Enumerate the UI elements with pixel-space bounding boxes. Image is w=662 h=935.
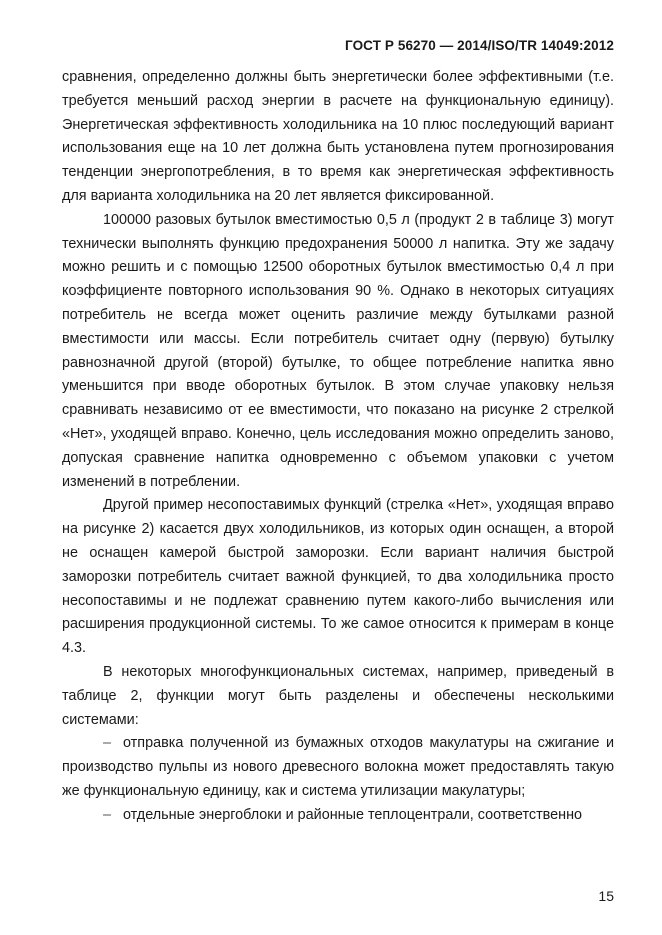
paragraph-refrigerators: Другой пример несопоставимых функций (стрелка «Нет», уходящая вправо на рисунке 2) касается двух холодильников, из которых один оснащен, а второй не оснащен камерой быстрой заморозки. Если вариант наличия быстрой заморозки потребитель считает важной функцией, то два холодильника просто несопоставимы и не подлежат сравнению путем какого-либо вычисления или расширения продукционной системы. То же самое относится к примерам в конце 4.3. — [62, 497, 614, 657]
paragraph-continuation: сравнения, определенно должны быть энергетически более эффективными (т.е. требуется меньший расход энергии в расчете на функциональную единицу). Энергетическая эффективность холодильника на 10 плюс последующий вариант использования еще на 10 лет должна быть установлена путем прогнозирования тенденции энергопотребления, в то время как энергетическая эффективность для варианта холодильника на 20 лет является фиксированной. — [62, 69, 614, 204]
list-item-text: отдельные энергоблоки и районные теплоцентрали, соответственно — [123, 806, 583, 823]
list-item — [62, 804, 614, 828]
page-number: 15 — [598, 888, 614, 904]
standard-header: ГОСТ Р 56270 — 2014/ISO/TR 14049:2012 — [345, 38, 614, 53]
body-text — [62, 66, 614, 828]
list-item-text: отправка полученной из бумажных отходов макулатуры на сжигание и производство пульпы из нового древесного волокна может предоставлять такую же функциональную единицу, как и система утилизации макулатуры; — [62, 735, 614, 799]
dash-bullet: – — [103, 735, 112, 752]
paragraph-multifunctional: В некоторых многофункциональных системах, например, приведеный в таблице 2, функции могут быть разделены и обеспечены несколькими системами: — [62, 663, 614, 728]
dash-bullet: – — [103, 806, 112, 823]
list-item — [62, 732, 614, 803]
paragraph-bottles: 100000 разовых бутылок вместимостью 0,5 л (продукт 2 в таблице 3) могут технически выполнять функцию предохранения 50000 л напитка. Эту же задачу можно решить и с помощью 12500 оборотных бутылок вместимостью 0,4 л при коэффициенте повторного использования 90 %. Однако в некоторых ситуациях потребитель не всегда может оценить различие между бутылками разной вместимости или массы. Если потребитель считает одну (первую) бутылку равнозначной другой (второй) бутылке, то общее потребление напитка явно уменьшится при вводе оборотных бутылок. В этом случае упаковку нельзя сравнивать независимо от ее вместимости, что показано на рисунке 2 стрелкой «Нет», уходящей вправо. Конечно, цель исследования можно определить заново, допуская сравнение напитка одновременно с объемом упаковки с учетом изменений в потреблении. — [62, 211, 614, 490]
